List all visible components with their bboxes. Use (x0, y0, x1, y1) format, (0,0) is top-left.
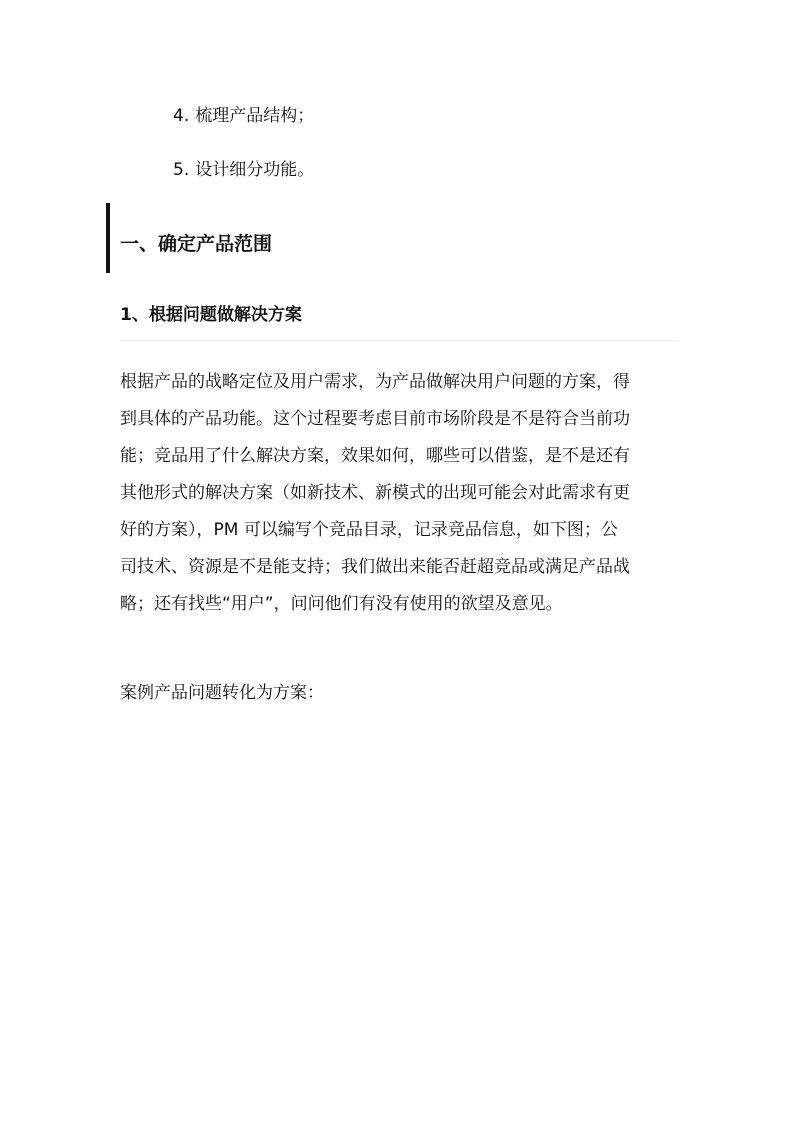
paragraph-line: 好的方案），PM 可以编写个竞品目录，记录竞品信息，如下图；公 (120, 520, 618, 540)
case-intro-text: 案例产品问题转化为方案： (120, 683, 324, 703)
paragraph-line: 略；还有找些“用户”，问问他们有没有使用的欲望及意见。 (120, 594, 563, 614)
list-item-number: 4. (173, 106, 190, 126)
list-item (173, 104, 314, 128)
divider (120, 340, 678, 341)
paragraph-line: 能；竞品用了什么解决方案，效果如何，哪些可以借鉴，是不是还有 (120, 446, 630, 466)
list-item-text: 梳理产品结构； (195, 106, 315, 126)
body-paragraph (120, 364, 665, 623)
list-item-number: 5. (173, 160, 190, 180)
list-item-text: 设计细分功能。 (195, 160, 315, 180)
subsection-heading: 1、根据问题做解决方案 (120, 305, 302, 325)
section-heading: 一、确定产品范围 (120, 233, 273, 255)
paragraph-line: 其他形式的解决方案（如新技术、新模式的出现可能会对此需求有更 (120, 483, 630, 503)
paragraph-line: 到具体的产品功能。这个过程要考虑目前市场阶段是不是符合当前功 (120, 409, 630, 429)
paragraph-line: 根据产品的战略定位及用户需求，为产品做解决用户问题的方案，得 (120, 372, 630, 392)
section-heading-block (106, 203, 666, 273)
paragraph-line: 司技术、资源是不是能支持；我们做出来能否赶超竞品或满足产品战 (120, 557, 630, 577)
heading-accent-bar (106, 203, 110, 273)
list-item (173, 158, 314, 182)
